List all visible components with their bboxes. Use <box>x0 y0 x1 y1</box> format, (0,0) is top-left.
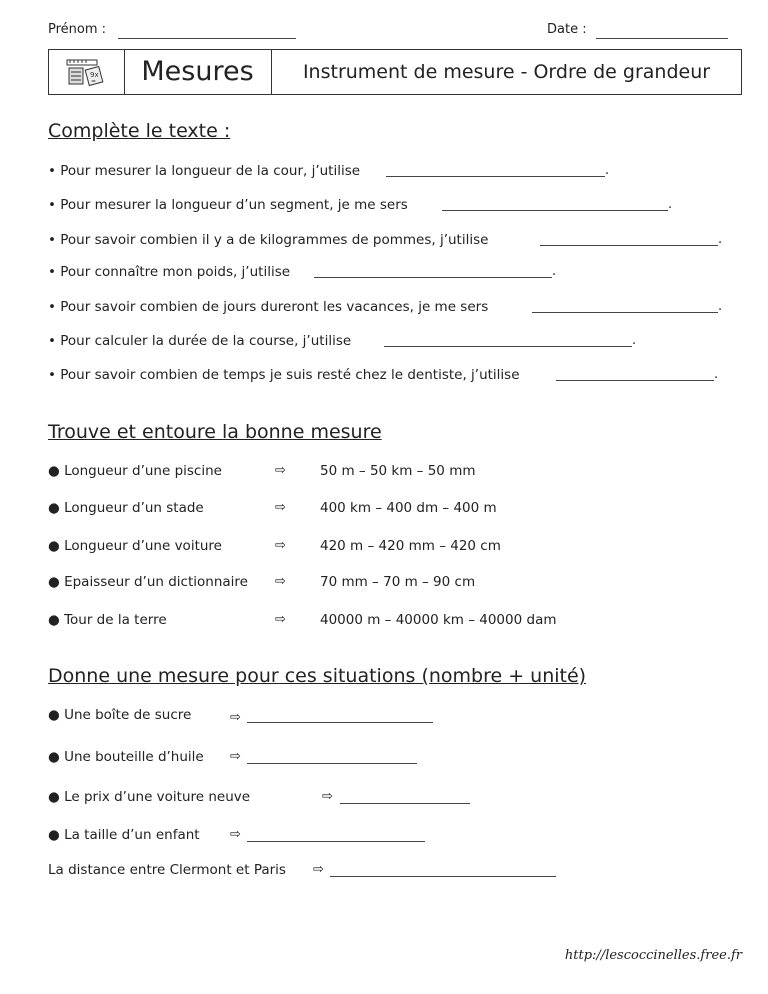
s3-answer-1[interactable] <box>247 722 433 723</box>
s1-answer-6[interactable] <box>384 346 632 347</box>
arrow-icon: ⇨ <box>275 574 286 589</box>
s1-item-2: • Pour mesurer la longueur d’un segment, je me sers <box>48 197 408 213</box>
arrow-icon: ⇨ <box>230 827 241 842</box>
arrow-icon: ⇨ <box>313 862 324 877</box>
s1-item-5: • Pour savoir combien de jours dureront les vacances, je me sers <box>48 299 489 315</box>
s3-item-3: ● Le prix d’une voiture neuve <box>48 789 251 805</box>
s1-item-6: • Pour calculer la durée de la course, j’utilise <box>48 333 352 349</box>
date-field[interactable] <box>596 38 728 39</box>
s1-answer-2[interactable] <box>442 210 668 211</box>
s2-item-1-label: ● Longueur d’une piscine <box>48 463 222 479</box>
s3-answer-3[interactable] <box>340 803 470 804</box>
s1-item-3: • Pour savoir combien il y a de kilogrammes de pommes, j’utilise <box>48 232 489 248</box>
s2-item-3-options[interactable]: 420 m – 420 mm – 420 cm <box>320 538 501 554</box>
s3-item-4: ● La taille d’un enfant <box>48 827 200 843</box>
date-label: Date : <box>547 22 587 37</box>
s1-answer-4[interactable] <box>314 277 552 278</box>
s3-answer-2[interactable] <box>247 763 417 764</box>
s2-item-4-label: ● Epaisseur d’un dictionnaire <box>48 574 248 590</box>
footer-url[interactable]: http://lescoccinelles.free.fr <box>564 948 742 963</box>
section3-title: Donne une mesure pour ces situations (nombre + unité) <box>48 665 587 687</box>
s1-answer-3[interactable] <box>540 245 718 246</box>
logo-cell <box>49 50 125 94</box>
s3-item-5: La distance entre Clermont et Paris <box>48 862 286 878</box>
svg-text:=: = <box>91 78 97 85</box>
arrow-icon: ⇨ <box>230 749 241 764</box>
arrow-icon: ⇨ <box>275 612 286 627</box>
s1-item-1: • Pour mesurer la longueur de la cour, j’utilise <box>48 163 361 179</box>
title-box <box>48 49 742 95</box>
arrow-icon: ⇨ <box>275 500 286 515</box>
first-name-label: Prénom : <box>48 22 107 37</box>
s2-item-2-options[interactable]: 400 km – 400 dm – 400 m <box>320 500 497 516</box>
s2-item-3-label: ● Longueur d’une voiture <box>48 538 222 554</box>
s3-item-2: ● Une bouteille d’huile <box>48 749 204 765</box>
subject-title: Mesures <box>124 50 272 94</box>
s2-item-5-label: ● Tour de la terre <box>48 612 167 628</box>
s2-item-2-label: ● Longueur d’un stade <box>48 500 204 516</box>
s1-answer-5[interactable] <box>532 312 718 313</box>
arrow-icon: ⇨ <box>322 789 333 804</box>
s1-answer-7[interactable] <box>556 380 714 381</box>
s2-item-4-options[interactable]: 70 mm – 70 m – 90 cm <box>320 574 476 590</box>
arrow-icon: ⇨ <box>275 463 286 478</box>
section1-title: Complète le texte : <box>48 120 231 142</box>
svg-text:9x: 9x <box>90 71 99 79</box>
topic-title: Instrument de mesure - Ordre de grandeur <box>302 61 711 83</box>
arrow-icon: ⇨ <box>275 538 286 553</box>
s2-item-1-options[interactable]: 50 m – 50 km – 50 mm <box>320 463 476 479</box>
s1-item-7: • Pour savoir combien de temps je suis resté chez le dentiste, j’utilise <box>48 367 520 383</box>
arrow-icon: ⇨ <box>230 710 241 725</box>
s1-answer-1[interactable] <box>386 176 605 177</box>
first-name-field[interactable] <box>118 38 296 39</box>
s3-answer-4[interactable] <box>247 841 425 842</box>
s3-item-1: ● Une boîte de sucre <box>48 707 192 723</box>
s2-item-5-options[interactable]: 40000 m – 40000 km – 40000 dam <box>320 612 557 628</box>
s1-item-4: • Pour connaître mon poids, j’utilise <box>48 264 291 280</box>
measure-tools-icon <box>49 50 124 94</box>
s3-answer-5[interactable] <box>330 876 556 877</box>
section2-title: Trouve et entoure la bonne mesure <box>48 421 382 443</box>
